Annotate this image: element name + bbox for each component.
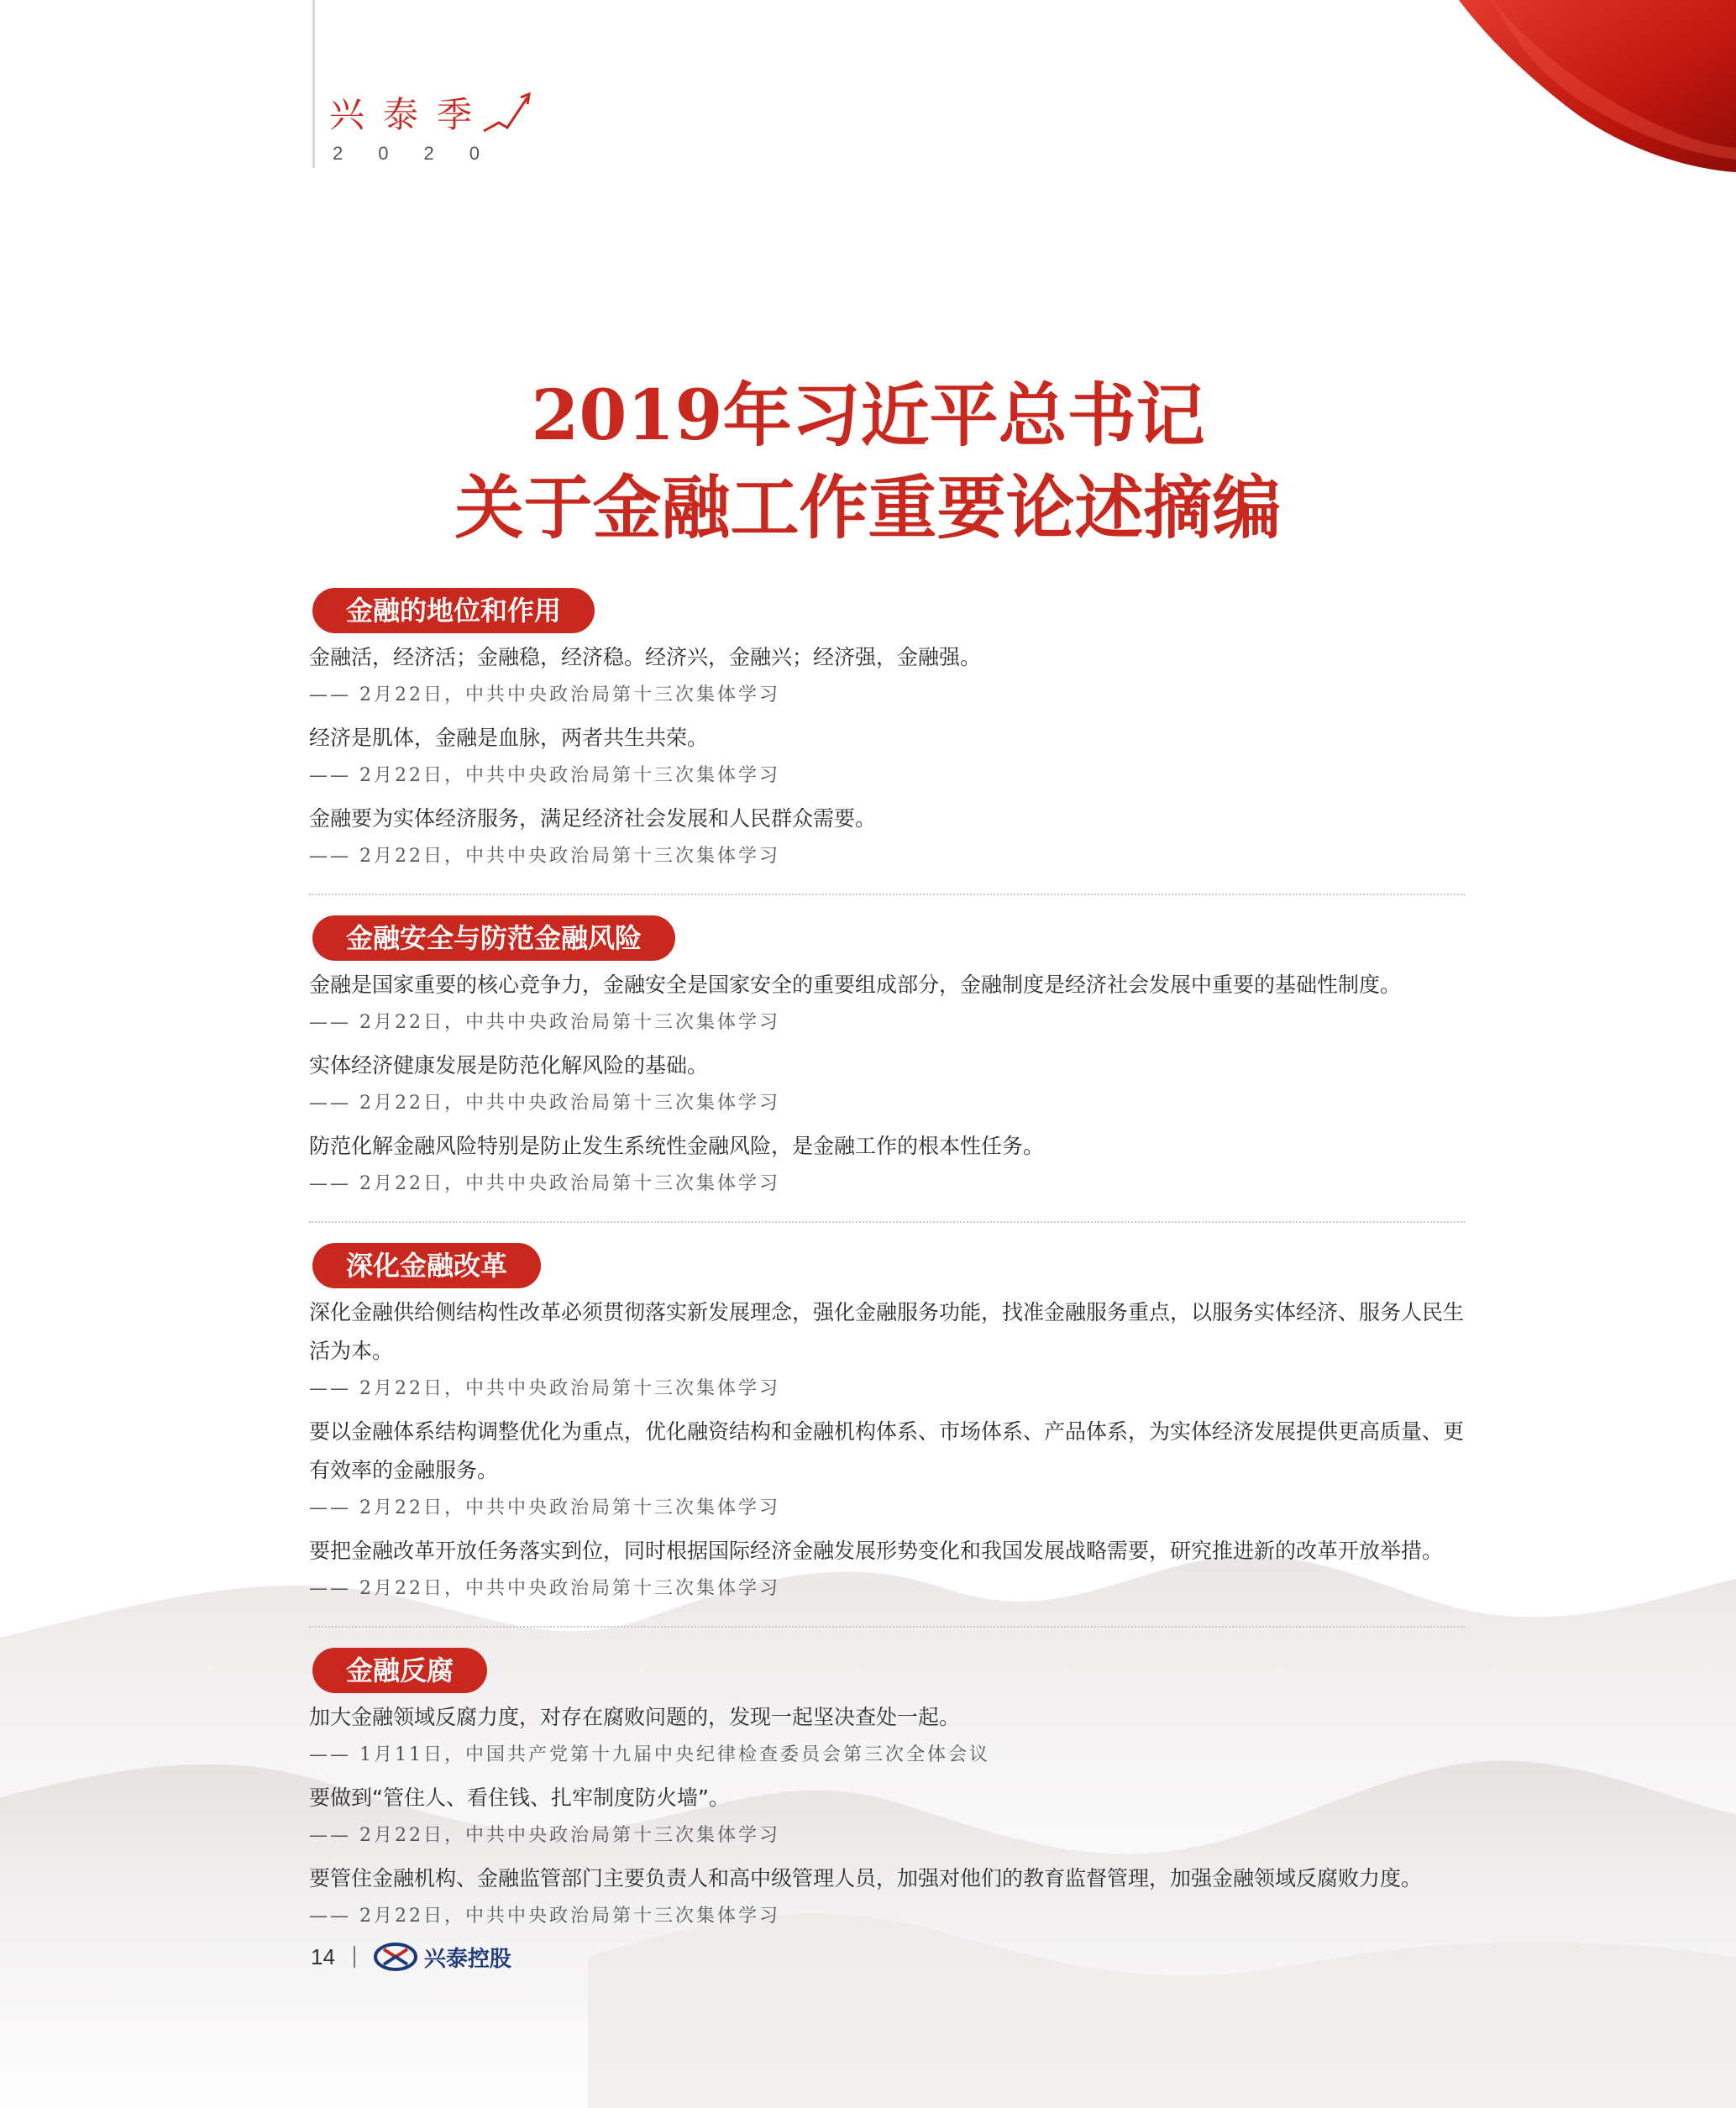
quote-source: —— 2月22日，中共中央政治局第十三次集体学习 [309, 1578, 780, 1599]
quote-text: 金融活，经济活；金融稳，经济稳。经济兴，金融兴；经济强，金融强。 [309, 645, 982, 669]
quote-source: —— 2月22日，中共中央政治局第十三次集体学习 [309, 765, 780, 786]
title-line-1: 2019年习近平总书记 [531, 375, 1205, 456]
quote-source: —— 2月22日，中共中央政治局第十三次集体学习 [309, 1093, 780, 1114]
brand-logo-icon [374, 1943, 417, 1971]
masthead-rule [312, 0, 315, 168]
quote-text: 要以金融体系结构调整优化为重点，优化融资结构和金融机构体系、市场体系、产品体系，为实体经济发展提供更高质量、更有效率的金融服务。 [309, 1419, 1465, 1482]
section-heading: 金融安全与防范金融风险 [312, 915, 675, 961]
quote-source: —— 2月22日，中共中央政治局第十三次集体学习 [309, 1012, 780, 1033]
section-divider [309, 894, 1465, 895]
quote-text: 加大金融领域反腐力度，对存在腐败问题的，发现一起坚决查处一起。 [309, 1705, 961, 1729]
quote-source: —— 1月11日，中国共产党第十九届中央纪律检查委员会第三次全体会议 [309, 1744, 990, 1765]
quote-text: 防范化解金融风险特别是防止发生系统性金融风险，是金融工作的根本性任务。 [309, 1134, 1045, 1158]
quote-item [309, 1413, 1468, 1527]
quote-item [309, 1779, 1468, 1854]
masthead [329, 94, 515, 165]
section-heading: 金融反腐 [312, 1648, 487, 1693]
quote-source: —— 2月22日，中共中央政治局第十三次集体学习 [309, 1378, 780, 1399]
red-ribbon-decoration [1459, 0, 1736, 176]
quote-source: —— 2月22日，中共中央政治局第十三次集体学习 [309, 1825, 780, 1846]
section-financial-reform [309, 1243, 1468, 1607]
quote-text: 要做到“管住人、看住钱、扎牢制度防火墙”。 [309, 1786, 730, 1810]
title-line-2: 关于金融工作重要论述摘编 [454, 468, 1282, 548]
page-footer [311, 1940, 511, 1974]
trend-arrow-icon [482, 89, 532, 139]
quote-text: 金融是国家重要的核心竞争力，金融安全是国家安全的重要组成部分，金融制度是经济社会发展中重要的基础性制度。 [309, 973, 1402, 997]
quote-text: 深化金融供给侧结构性改革必须贯彻落实新发展理念，强化金融服务功能，找准金融服务重点，以服务实体经济、服务人民生活为本。 [309, 1300, 1465, 1363]
footer-separator [354, 1946, 355, 1968]
quote-item [309, 638, 1468, 714]
quote-text: 金融要为实体经济服务，满足经济社会发展和人民群众需要。 [309, 806, 877, 831]
quote-item [309, 719, 1468, 794]
quote-source: —— 2月22日，中共中央政治局第十三次集体学习 [309, 1497, 780, 1518]
section-divider [309, 1221, 1465, 1223]
masthead-year: 2020 [333, 143, 515, 164]
quote-item [309, 1859, 1468, 1935]
quote-text: 经济是肌体，金融是血脉，两者共生共荣。 [309, 726, 709, 750]
quote-item [309, 1046, 1468, 1122]
section-role-of-finance [309, 588, 1468, 875]
section-heading: 深化金融改革 [312, 1243, 541, 1288]
page-number: 14 [311, 1943, 335, 1969]
quote-item [309, 1127, 1468, 1203]
quote-source: —— 2月22日，中共中央政治局第十三次集体学习 [309, 1906, 780, 1927]
quote-source: —— 2月22日，中共中央政治局第十三次集体学习 [309, 846, 780, 867]
quote-source: —— 2月22日，中共中央政治局第十三次集体学习 [309, 684, 780, 705]
quote-item [309, 1293, 1468, 1408]
section-divider [309, 1626, 1465, 1628]
article-body [309, 588, 1468, 1935]
quote-item [309, 1532, 1468, 1607]
brand-name: 兴泰控股 [423, 1946, 511, 1972]
page-title [0, 370, 1736, 554]
section-heading: 金融的地位和作用 [312, 588, 595, 633]
section-anti-corruption [309, 1648, 1468, 1935]
quote-source: —— 2月22日，中共中央政治局第十三次集体学习 [309, 1173, 780, 1194]
quote-text: 要管住金融机构、金融监管部门主要负责人和高中级管理人员，加强对他们的教育监督管理，加强金融领域反腐败力度。 [309, 1866, 1423, 1890]
section-financial-security [309, 915, 1468, 1203]
quote-text: 要把金融改革开放任务落实到位，同时根据国际经济金融发展形势变化和我国发展战略需要，研究推进新的改革开放举措。 [309, 1539, 1444, 1563]
masthead-name: 兴泰季 [329, 94, 491, 135]
quote-item [309, 966, 1468, 1041]
quote-item [309, 800, 1468, 875]
quote-item [309, 1698, 1468, 1774]
quote-text: 实体经济健康发展是防范化解风险的基础。 [309, 1053, 709, 1078]
